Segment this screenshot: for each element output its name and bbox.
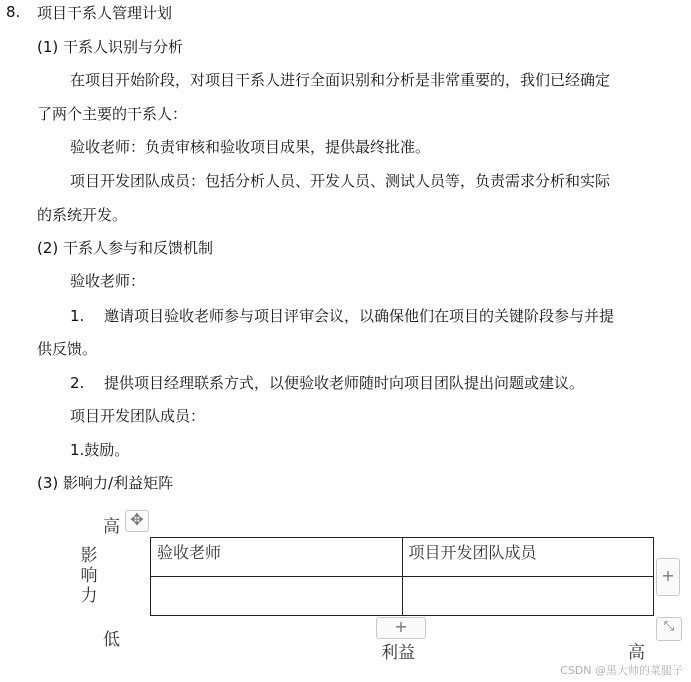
influence-axis-label: 影响力 [80,546,98,606]
resize-diagonal-icon[interactable]: ⤡ [656,617,682,641]
watermark: CSDN @黑大帅的菜腿子 [560,664,683,677]
sub3-heading: (3) 影响力/利益矩阵 [37,474,174,492]
matrix-cell-empty-right[interactable] [402,577,654,616]
add-row-plus-icon[interactable]: + [376,617,426,639]
sub2-item2-number: 2. [70,374,85,392]
matrix-cell-team[interactable]: 项目开发团队成员 [402,538,654,577]
sub1-team-line2: 的系统开发。 [37,206,128,224]
section-number: 8. [6,3,21,21]
section-title: 项目干系人管理计划 [37,4,173,22]
sub2-item1-line2: 供反馈。 [37,340,98,358]
add-column-plus-icon[interactable]: + [656,558,680,596]
sub1-team-line1: 项目开发团队成员：包括分析人员、开发人员、测试人员等，负责需求分析和实际 [70,172,611,190]
sub1-heading: (1) 干系人识别与分析 [37,38,184,56]
sub1-intro-line2: 了两个主要的干系人： [37,105,188,123]
low-label: 低 [103,630,120,650]
sub2-item1-line1: 邀请项目验收老师参与项目评审会议，以确保他们在项目的关键阶段参与并提 [104,307,615,325]
sub2-item2-text: 提供项目经理联系方式，以便验收老师随时向项目团队提出问题或建议。 [104,374,585,392]
matrix-cell-empty-left[interactable] [151,577,403,616]
move-arrows-icon[interactable]: ✥ [125,510,149,532]
interest-axis-label: 利益 [381,643,415,663]
influence-interest-matrix [150,537,654,616]
sub1-intro-line1: 在项目开始阶段，对项目干系人进行全面识别和分析是非常重要的，我们已经确定 [70,71,611,89]
sub2-item1-number: 1. [70,307,85,325]
interest-high-label: 高 [628,643,645,663]
matrix-cell-teacher[interactable]: 验收老师 [151,538,403,577]
sub2-heading: (2) 干系人参与和反馈机制 [37,239,214,257]
sub2-team-item: 1.鼓励。 [70,441,130,459]
sub1-teacher-text: 验收老师：负责审核和验收项目成果，提供最终批准。 [70,138,431,156]
sub2-team-label: 项目开发团队成员： [70,407,206,425]
sub2-teacher-label: 验收老师： [70,272,146,290]
influence-high-label: 高 [103,517,120,537]
